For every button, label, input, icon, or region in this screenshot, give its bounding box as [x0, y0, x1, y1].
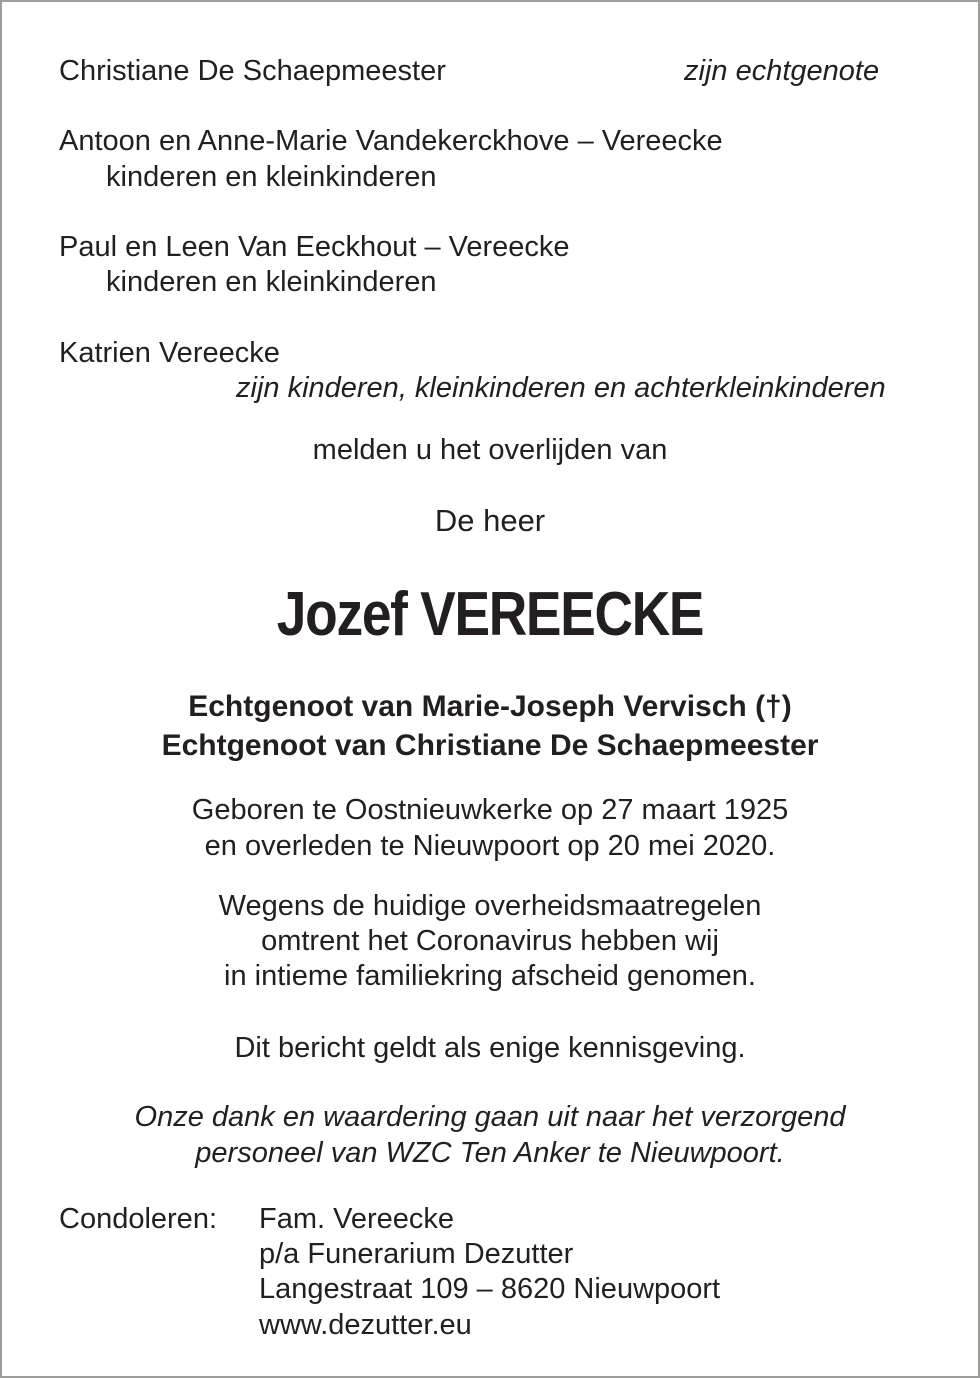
condolences-line-3: Langestraat 109 – 8620 Nieuwpoort	[259, 1273, 721, 1305]
salutation: De heer	[434, 503, 546, 538]
thanks-line-1: Onze dank en waardering gaan uit naar het verzorgend	[134, 1101, 846, 1133]
family-line-2-sub: kinderen en kleinkinderen	[106, 266, 437, 298]
deceased-name: Jozef VEREECKE	[276, 580, 704, 649]
condolences-website-link[interactable]: www.dezutter.eu	[259, 1309, 472, 1341]
intro-text: melden u het overlijden van	[312, 434, 668, 466]
died-text: en overleden te Nieuwpoort op 20 mei 2020.	[204, 830, 776, 862]
condolences-line-1: Fam. Vereecke	[259, 1203, 455, 1235]
condolences-line-2: p/a Funerarium Dezutter	[259, 1238, 574, 1270]
family-line-1: Antoon en Anne-Marie Vandekerckhove – Vereecke	[59, 125, 723, 157]
family-summary: zijn kinderen, kleinkinderen en achterkleinkinderen	[236, 372, 886, 404]
spouse-role: zijn echtgenote	[684, 55, 880, 87]
covid-line-2: omtrent het Coronavirus hebben wij	[261, 925, 719, 957]
condolences-label: Condoleren:	[59, 1203, 217, 1235]
spouse-name: Christiane De Schaepmeester	[59, 55, 446, 87]
family-line-1-sub: kinderen en kleinkinderen	[106, 161, 437, 193]
spouse-line-2: Echtgenoot van Christiane De Schaepmeester	[161, 729, 819, 762]
thanks-line-2: personeel van WZC Ten Anker te Nieuwpoort.	[195, 1137, 785, 1169]
covid-line-1: Wegens de huidige overheidsmaatregelen	[218, 890, 762, 922]
spouse-line-1: Echtgenoot van Marie-Joseph Vervisch (†)	[188, 690, 792, 723]
covid-line-3: in intieme familiekring afscheid genomen.	[224, 960, 756, 992]
notice-text: Dit bericht geldt als enige kennisgeving.	[234, 1032, 746, 1064]
family-line-2: Paul en Leen Van Eeckhout – Vereecke	[59, 231, 570, 263]
born-text: Geboren te Oostnieuwkerke op 27 maart 1925	[191, 794, 789, 826]
family-line-3: Katrien Vereecke	[59, 337, 280, 369]
